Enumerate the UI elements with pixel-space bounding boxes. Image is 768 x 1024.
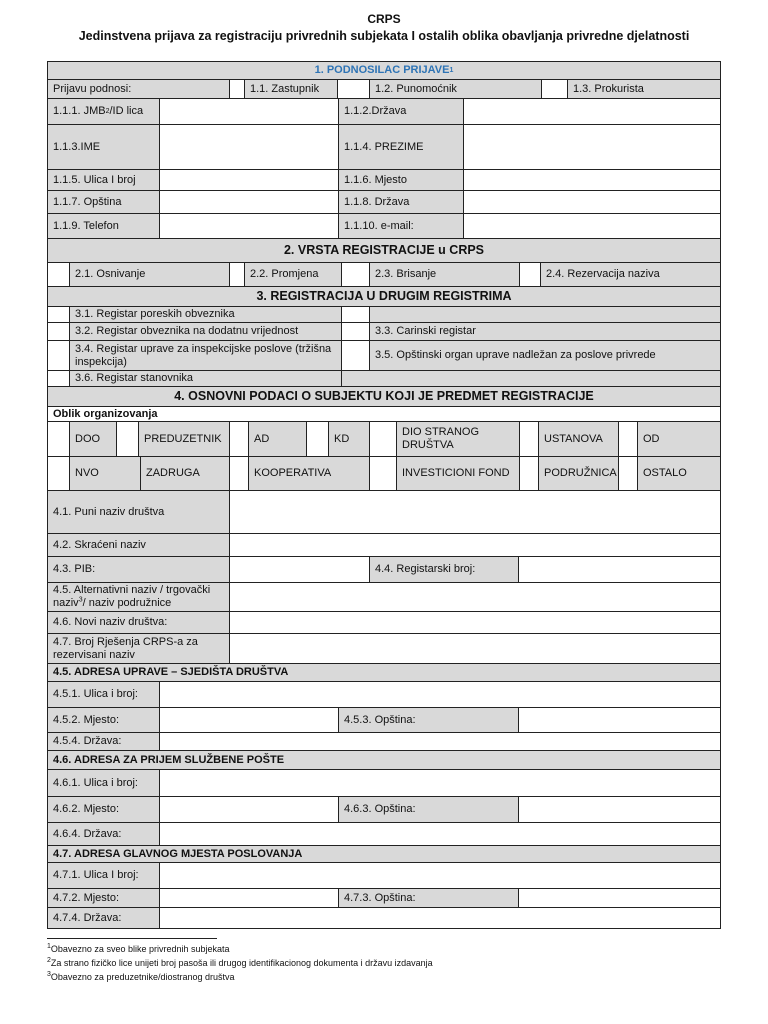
- ulica-label: 1.1.5. Ulica I broj: [47, 169, 160, 191]
- addr-poste-title: 4.6. ADRESA ZA PRIJEM SLUŽBENE POŠTE: [47, 750, 721, 770]
- ad-checkbox[interactable]: [229, 421, 249, 457]
- novi-naziv-field[interactable]: [229, 611, 721, 634]
- addr-poslovanja-opstina-label: 4.7.3. Opština:: [338, 888, 519, 908]
- ad-label: AD: [248, 421, 307, 457]
- addr-poste-drzava-field[interactable]: [159, 822, 721, 846]
- addr-uprave-ulica-label: 4.5.1. Ulica i broj:: [47, 681, 160, 708]
- addr-uprave-title: 4.5. ADRESA UPRAVE – SJEDIŠTA DRUŠTVA: [47, 663, 721, 682]
- document-title: CRPS: [367, 12, 401, 26]
- brisanje-checkbox[interactable]: [341, 262, 370, 287]
- doo-label: DOO: [69, 421, 117, 457]
- ostalo-label: OSTALO: [637, 456, 721, 491]
- mjesto-label: 1.1.6. Mjesto: [338, 169, 464, 191]
- preduzetnik-checkbox[interactable]: [116, 421, 139, 457]
- addr-poslovanja-mjesto-label: 4.7.2. Mjesto:: [47, 888, 160, 908]
- kd-checkbox[interactable]: [306, 421, 329, 457]
- punomocnik-checkbox[interactable]: [337, 79, 370, 99]
- osnivanje-checkbox[interactable]: [47, 262, 70, 287]
- footnote-3: $^3$Obavezno za preduzetnike/diostranog društva: [47, 971, 235, 982]
- reg-inspekcija-label: 3.4. Registar uprave za inspekcijske poslove (tržišna inspekcija): [69, 340, 342, 371]
- investicioni-checkbox[interactable]: [519, 456, 539, 491]
- puni-naziv-field[interactable]: [229, 490, 721, 534]
- dio-checkbox[interactable]: [369, 421, 397, 457]
- zastupnik-checkbox[interactable]: [229, 79, 245, 99]
- skraceni-naziv-field[interactable]: [229, 533, 721, 557]
- reg-stanovnika-label: 3.6. Registar stanovnika: [69, 370, 342, 387]
- addr-uprave-mjesto-label: 4.5.2. Mjesto:: [47, 707, 160, 733]
- novi-naziv-label: 4.6. Novi naziv društva:: [47, 611, 230, 634]
- pib-field[interactable]: [229, 556, 370, 583]
- podruznica-label: PODRUŽNICA: [538, 456, 619, 491]
- jmb-label: 1.1.1. JMB 2 /ID lica: [47, 98, 160, 125]
- reg-empty-cell: [369, 306, 721, 323]
- nvo-checkbox[interactable]: [47, 456, 70, 491]
- oblik-label: Oblik organizovanja: [47, 406, 721, 422]
- brisanje-label: 2.3. Brisanje: [369, 262, 520, 287]
- kooperativa-label: KOOPERATIVA: [248, 456, 370, 491]
- skraceni-naziv-label: 4.2. Skraćeni naziv: [47, 533, 230, 557]
- reg-empty-checkbox[interactable]: [341, 306, 370, 323]
- addr-poste-opstina-field[interactable]: [518, 796, 721, 823]
- promjena-checkbox[interactable]: [229, 262, 245, 287]
- email-label: 1.1.10. e-mail:: [338, 213, 464, 239]
- opstina-field[interactable]: [159, 190, 339, 214]
- ustanova-label: USTANOVA: [538, 421, 619, 457]
- ulica-field[interactable]: [159, 169, 339, 191]
- rezervacija-label: 2.4. Rezervacija naziva: [540, 262, 721, 287]
- addr-poste-opstina-label: 4.6.3. Opština:: [338, 796, 519, 823]
- addr-poslovanja-ulica-field[interactable]: [159, 862, 721, 889]
- kooperativa-checkbox[interactable]: [369, 456, 397, 491]
- zadruga-checkbox[interactable]: [229, 456, 249, 491]
- reg-carinski-label: 3.3. Carinski registar: [369, 322, 721, 341]
- telefon-field[interactable]: [159, 213, 339, 239]
- alt-naziv-field[interactable]: [229, 582, 721, 612]
- od-checkbox[interactable]: [618, 421, 638, 457]
- prokurista-label: 1.3. Prokurista: [567, 79, 721, 99]
- doo-checkbox[interactable]: [47, 421, 70, 457]
- mjesto-field[interactable]: [463, 169, 721, 191]
- pib-label: 4.3. PIB:: [47, 556, 230, 583]
- addr-poslovanja-ulica-label: 4.7.1. Ulica I broj:: [47, 862, 160, 889]
- reg-opstinski-label: 3.5. Opštinski organ uprave nadležan za poslove privrede: [369, 340, 721, 371]
- addr-uprave-opstina-field[interactable]: [518, 707, 721, 733]
- drzava-label-1: 1.1.2.Država: [338, 98, 464, 125]
- osnivanje-label: 2.1. Osnivanje: [69, 262, 230, 287]
- kd-label: KD: [328, 421, 370, 457]
- investicioni-label: INVESTICIONI FOND: [396, 456, 520, 491]
- footnote-1: $^1$Obavezno za sveo blike privrednih subjekata: [47, 943, 230, 954]
- drzava-field-2[interactable]: [463, 190, 721, 214]
- nvo-label: NVO: [69, 456, 141, 491]
- drzava-label-2: 1.1.8. Država: [338, 190, 464, 214]
- preduzetnik-label: PREDUZETNIK: [138, 421, 230, 457]
- addr-poslovanja-drzava-field[interactable]: [159, 907, 721, 929]
- section-3-title: 3. REGISTRACIJA U DRUGIM REGISTRIMA: [47, 286, 721, 307]
- addr-poslovanja-mjesto-field[interactable]: [159, 888, 339, 908]
- regbroj-field[interactable]: [518, 556, 721, 583]
- email-field[interactable]: [463, 213, 721, 239]
- footnote-2: $^2$Za strano fizičko lice unijeti broj pasoša ili drugog identifikacionog dokumenta i državu izdavanja: [47, 957, 433, 968]
- od-label: OD: [637, 421, 721, 457]
- opstina-label: 1.1.7. Opština: [47, 190, 160, 214]
- ime-label: 1.1.3.IME: [47, 124, 160, 170]
- prokurista-checkbox[interactable]: [541, 79, 568, 99]
- addr-uprave-mjesto-field[interactable]: [159, 707, 339, 733]
- addr-poslovanja-title: 4.7. ADRESA GLAVNOG MJESTA POSLOVANJA: [47, 845, 721, 863]
- rjesenje-label: 4.7. Broj Rješenja CRPS-a za rezervisani naziv: [47, 633, 230, 664]
- puni-naziv-label: 4.1. Puni naziv društva: [47, 490, 230, 534]
- zastupnik-label: 1.1. Zastupnik: [244, 79, 338, 99]
- telefon-label: 1.1.9. Telefon: [47, 213, 160, 239]
- alt-naziv-label: 4.5. Alternativni naziv / trgovački naziv$^3$/ naziv podružnice: [47, 582, 230, 612]
- punomocnik-label: 1.2. Punomoćnik: [369, 79, 542, 99]
- ustanova-checkbox[interactable]: [519, 421, 539, 457]
- addr-poslovanja-drzava-label: 4.7.4. Država:: [47, 907, 160, 929]
- section-1-title: 1. PODNOSILAC PRIJAVE 1: [47, 61, 721, 80]
- drzava-field-1[interactable]: [463, 98, 721, 125]
- reg-poreskih-checkbox[interactable]: [47, 306, 70, 323]
- section-4-title: 4. OSNOVNI PODACI O SUBJEKTU KOJI JE PREDMET REGISTRACIJE: [47, 386, 721, 407]
- section-2-title: 2. VRSTA REGISTRACIJE u CRPS: [47, 238, 721, 263]
- jmb-field[interactable]: [159, 98, 339, 125]
- document-subtitle: Jedinstvena prijava za registraciju privrednih subjekata I ostalih oblika obavljanja privredne djelatnosti: [78, 29, 690, 43]
- rezervacija-checkbox[interactable]: [519, 262, 541, 287]
- podruznica-checkbox[interactable]: [618, 456, 638, 491]
- addr-poste-mjesto-label: 4.6.2. Mjesto:: [47, 796, 160, 823]
- prezime-field[interactable]: [463, 124, 721, 170]
- reg-pdv-label: 3.2. Registar obveznika na dodatnu vrijednost: [69, 322, 342, 341]
- addr-uprave-drzava-label: 4.5.4. Država:: [47, 732, 160, 751]
- addr-poste-drzava-label: 4.6.4. Država:: [47, 822, 160, 846]
- prezime-label: 1.1.4. PREZIME: [338, 124, 464, 170]
- reg-stanovnika-filler: [341, 370, 721, 387]
- reg-pdv-checkbox[interactable]: [47, 322, 70, 341]
- addr-poslovanja-opstina-field[interactable]: [518, 888, 721, 908]
- zadruga-label: ZADRUGA: [140, 456, 230, 491]
- reg-stanovnika-checkbox[interactable]: [47, 370, 70, 387]
- ime-field[interactable]: [159, 124, 339, 170]
- regbroj-label: 4.4. Registarski broj:: [369, 556, 519, 583]
- reg-carinski-checkbox[interactable]: [341, 322, 370, 341]
- rjesenje-field[interactable]: [229, 633, 721, 664]
- reg-poreskih-label: 3.1. Registar poreskih obveznika: [69, 306, 342, 323]
- reg-opstinski-checkbox[interactable]: [341, 340, 370, 371]
- addr-uprave-opstina-label: 4.5.3. Opština:: [338, 707, 519, 733]
- footnote-separator: [47, 938, 217, 939]
- addr-poste-ulica-label: 4.6.1. Ulica i broj:: [47, 769, 160, 797]
- reg-inspekcija-checkbox[interactable]: [47, 340, 70, 371]
- addr-uprave-ulica-field[interactable]: [159, 681, 721, 708]
- addr-uprave-drzava-field[interactable]: [159, 732, 721, 751]
- dio-label: DIO STRANOG DRUŠTVA: [396, 421, 520, 457]
- addr-poste-mjesto-field[interactable]: [159, 796, 339, 823]
- addr-poste-ulica-field[interactable]: [159, 769, 721, 797]
- promjena-label: 2.2. Promjena: [244, 262, 342, 287]
- podnosi-label: Prijavu podnosi:: [47, 79, 230, 99]
